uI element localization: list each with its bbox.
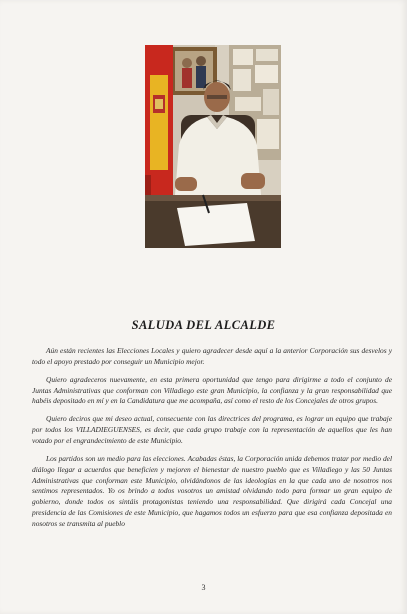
article-title: SALUDA DEL ALCALDE bbox=[131, 318, 276, 332]
paragraph: Los partidos son un medio para las elecciones. Acabadas éstas, la Corporación unida debemos tratar por medio del diálogo llegar a acuerdos que beneficien y mejoren el bienestar de nuestro pueblo que es Villadiego y las 50 Juntas Administrativas que conforman este Municipio, olvidándonos de las ideologías en la que cada uno de nosotros nos sentimos representados. Yo os brindo a todos vosotros un amistad olvidando todo para formar un gran equipo de gobierno, donde todos os sintáis protagonistas teniendo una responsabilidad. Que dirigirá cada Concejal una presidencia de las Comisiones de este Municipio, que hagamos todos un esfuerzo para que esa confianza depositada en nosotros se transmita al pueblo bbox=[32, 453, 392, 528]
paragraph: Quiero deciros que mi deseo actual, consecuente con las directrices del programa, es lograr un equipo que trabaje por todos los VILLADIEGUENSES, es decir, que cada grupo trabaje con la representación de aquellos que les han votado por el engrandecimiento de este Municipio. bbox=[32, 414, 392, 445]
paragraph: Quiero agradeceros nuevamente, en esta primera oportunidad que tengo para dirigirme a todo el conjunto de Juntas Administrativas que conforman con Villadiego este gran Municipio, la confianza y la gran responsabilidad que habéis depositado en mí y en la Candidatura que me acompaña, así como el resto de los Concejales de otros grupos. bbox=[32, 374, 392, 406]
article-body bbox=[32, 346, 392, 537]
page-number: 3 bbox=[201, 583, 206, 592]
mayor-portrait-photo bbox=[145, 45, 281, 248]
paragraph: Aún están recientes las Elecciones Locales y quiero agradecer desde aquí a la anterior Corporación sus desvelos y todo el apoyo prestado por conseguir un Municipio mejor. bbox=[32, 346, 392, 366]
